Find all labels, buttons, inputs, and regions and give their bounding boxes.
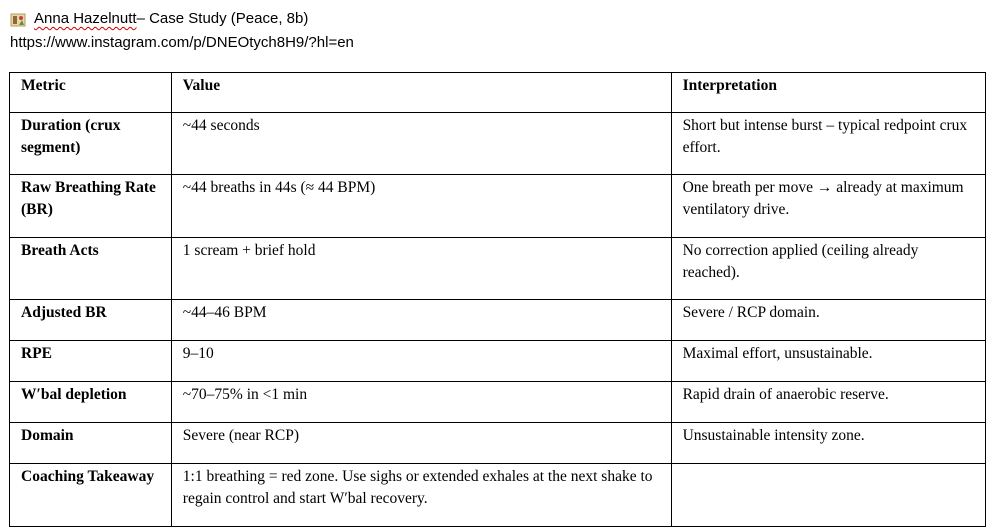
value-cell: ~44–46 BPM bbox=[171, 300, 671, 341]
interpretation-cell: Unsustainable intensity zone. bbox=[671, 423, 985, 464]
document-title bbox=[10, 8, 354, 30]
value-cell: ~44 breaths in 44s (≈ 44 BPM) bbox=[171, 175, 671, 238]
source-url[interactable]: https://www.instagram.com/p/DNEOtych8H9/?hl=en bbox=[10, 34, 354, 51]
value-cell: 1 scream + brief hold bbox=[171, 238, 671, 300]
value-cell: ~70–75% in <1 min bbox=[171, 382, 671, 423]
title-name: Anna Hazelnutt bbox=[34, 10, 137, 27]
table-row bbox=[10, 464, 986, 527]
metric-cell: RPE bbox=[10, 341, 172, 382]
metric-cell: Coaching Takeaway bbox=[10, 464, 172, 527]
interpretation-cell: No correction applied (ceiling already reached). bbox=[671, 238, 985, 300]
value-cell: ~44 seconds bbox=[171, 113, 671, 175]
value-cell: Severe (near RCP) bbox=[171, 423, 671, 464]
table-row bbox=[10, 300, 986, 341]
interpretation-cell bbox=[671, 464, 985, 527]
table-row bbox=[10, 113, 986, 175]
metric-cell: Breath Acts bbox=[10, 238, 172, 300]
value-cell: 1:1 breathing = red zone. Use sighs or extended exhales at the next shake to regain control and start W′bal recovery. bbox=[171, 464, 671, 527]
table-row bbox=[10, 175, 986, 238]
table-row bbox=[10, 341, 986, 382]
interpretation-cell: Short but intense burst – typical redpoint crux effort. bbox=[671, 113, 985, 175]
interpretation-cell: Maximal effort, unsustainable. bbox=[671, 341, 985, 382]
table-header-row bbox=[10, 73, 986, 113]
table-row bbox=[10, 238, 986, 300]
document-header bbox=[10, 8, 354, 54]
interpretation-cell: Severe / RCP domain. bbox=[671, 300, 985, 341]
climbing-image-icon bbox=[10, 12, 26, 28]
metric-cell: Duration (crux segment) bbox=[10, 113, 172, 175]
column-header-interpretation: Interpretation bbox=[671, 73, 985, 113]
metric-cell: W′bal depletion bbox=[10, 382, 172, 423]
metrics-table bbox=[9, 72, 986, 527]
column-header-value: Value bbox=[171, 73, 671, 113]
column-header-metric: Metric bbox=[10, 73, 172, 113]
metric-cell: Domain bbox=[10, 423, 172, 464]
interpretation-cell: Rapid drain of anaerobic reserve. bbox=[671, 382, 985, 423]
title-rest: – Case Study (Peace, 8b) bbox=[136, 10, 309, 27]
interpretation-cell: One breath per move → already at maximum ventilatory drive. bbox=[671, 175, 985, 238]
table-row bbox=[10, 423, 986, 464]
table-row bbox=[10, 382, 986, 423]
metric-cell: Adjusted BR bbox=[10, 300, 172, 341]
metric-cell: Raw Breathing Rate (BR) bbox=[10, 175, 172, 238]
value-cell: 9–10 bbox=[171, 341, 671, 382]
